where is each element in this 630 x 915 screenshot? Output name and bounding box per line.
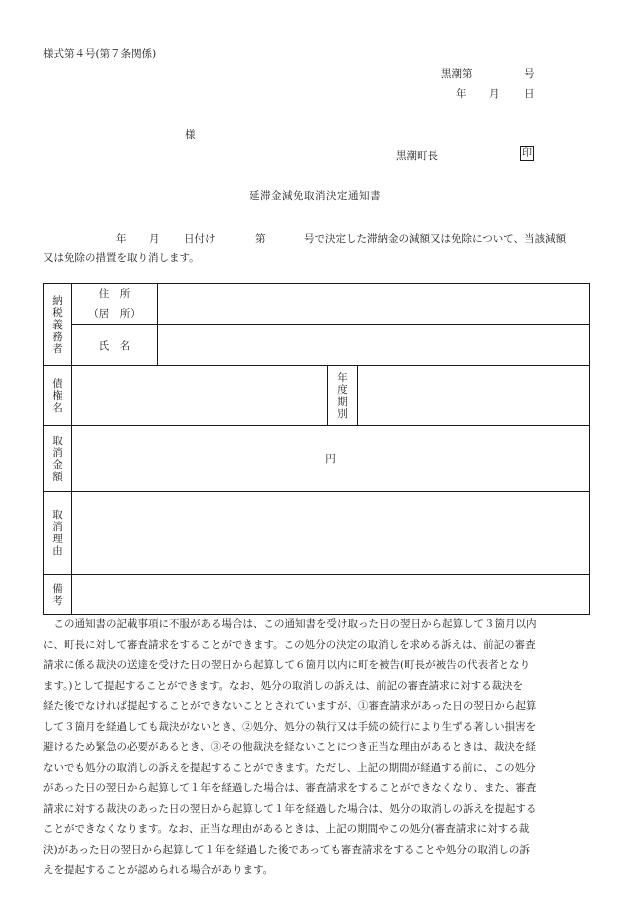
document-number-prefix: 黒潮第 [441, 68, 473, 80]
cancel-reason-field[interactable] [72, 492, 590, 575]
notice-line: この通知書の記載事項に不服がある場合は、この通知書を受け取った日の翌日から起算して３箇月以内 [43, 618, 537, 630]
intro-line2: 又は免除の措置を取り消します。 [43, 252, 200, 264]
date-month: 月 [489, 88, 500, 100]
notice-form-table [43, 283, 590, 615]
intro-day: 日付け [184, 233, 216, 245]
notice-line: ます。)として提起することができます。なお、処分の取消しの訴えは、前記の審査請求に対する裁決を [43, 679, 524, 692]
claim-name-field[interactable] [72, 366, 328, 426]
notice-line: があった日の翌日から起算して１年を経過した場合は、審査請求をすることができなくなり、また、審査 [43, 782, 537, 794]
remarks-label: 備 考 [44, 575, 72, 615]
name-row [44, 325, 590, 366]
cancel-reason-label: 取 消 理 由 [44, 492, 72, 575]
appeal-notice [43, 614, 589, 881]
notice-line: 避けるため緊急の必要があるとき、③その他裁決を経ないことにつき正当な理由があるときは、裁決を経 [43, 741, 536, 753]
notice-line: ないでも処分の取消しの訴えを提起することができます。ただし、上記の期間が経過する前に、この処分 [43, 761, 536, 774]
seal-mark: 印 [522, 148, 532, 159]
yen-unit: 円 [325, 453, 336, 465]
form-number: 様式第４号(第７条関係) [43, 48, 157, 60]
address-label: 住 所 （居 所） [72, 284, 158, 325]
notice-line: 決)があった日の翌日から起算して１年を経過した後であっても審査請求をすることや処分の取消しの訴 [43, 843, 530, 856]
claim-row [44, 366, 590, 426]
date-day: 日 [524, 88, 535, 100]
notice-line: 経た後でなければ提起することができないこととされていますが、①審査請求があった日の翌日から起算 [43, 700, 537, 712]
cancel-amount-field[interactable] [72, 426, 590, 492]
intro-year: 年 [116, 233, 127, 245]
address-row [44, 284, 590, 325]
document-number-suffix: 号 [524, 68, 535, 80]
addressee-honorific: 様 [185, 129, 196, 141]
amount-row [44, 426, 590, 492]
claim-name-label: 債 権 名 [44, 366, 72, 426]
notice-line: 請求に対する裁決のあった日の翌日から起算して１年を経過した場合は、処分の取消しの訴えを提起する [43, 802, 537, 815]
issuer-name: 黒潮町長 [396, 150, 438, 162]
name-label: 氏 名 [72, 325, 158, 366]
remarks-field[interactable] [72, 575, 590, 615]
notice-line: えを提起することが認められる場合があります。 [43, 864, 274, 876]
fiscal-period-label: 年 度 期 別 [328, 366, 358, 426]
notice-line: して３箇月を経過しても裁決がないとき、②処分、処分の執行又は手続の続行により生ずる著しい損害を [43, 720, 537, 733]
taxpayer-label: 納 税 義 務 者 [44, 284, 72, 366]
address-field[interactable] [158, 284, 590, 325]
notice-line: ことができなくなります。なお、正当な理由があるときは、上記の期間やこの処分(審査請求に対する裁 [43, 823, 530, 835]
document-title: 延滞金減免取消決定通知書 [249, 190, 381, 202]
intro-month: 月 [149, 233, 160, 245]
notice-line: に、町長に対して審査請求をすることができます。この処分の決定の取消しを求める訴えは、前記の審査 [43, 638, 536, 651]
notice-line: 請求に係る裁決の送達を受けた日の翌日から起算して６箇月以内に町を被告(町長が被告の代表者となり [43, 659, 531, 671]
date-year: 年 [456, 88, 467, 100]
intro-line1: 号で決定した滞納金の減額又は免除について、当該減額 [304, 233, 567, 245]
remarks-row [44, 575, 590, 615]
name-field[interactable] [158, 325, 590, 366]
intro-number-prefix: 第 [255, 233, 266, 245]
cancel-amount-label: 取 消 金 額 [44, 426, 72, 492]
fiscal-period-field[interactable] [358, 366, 590, 426]
reason-row [44, 492, 590, 575]
